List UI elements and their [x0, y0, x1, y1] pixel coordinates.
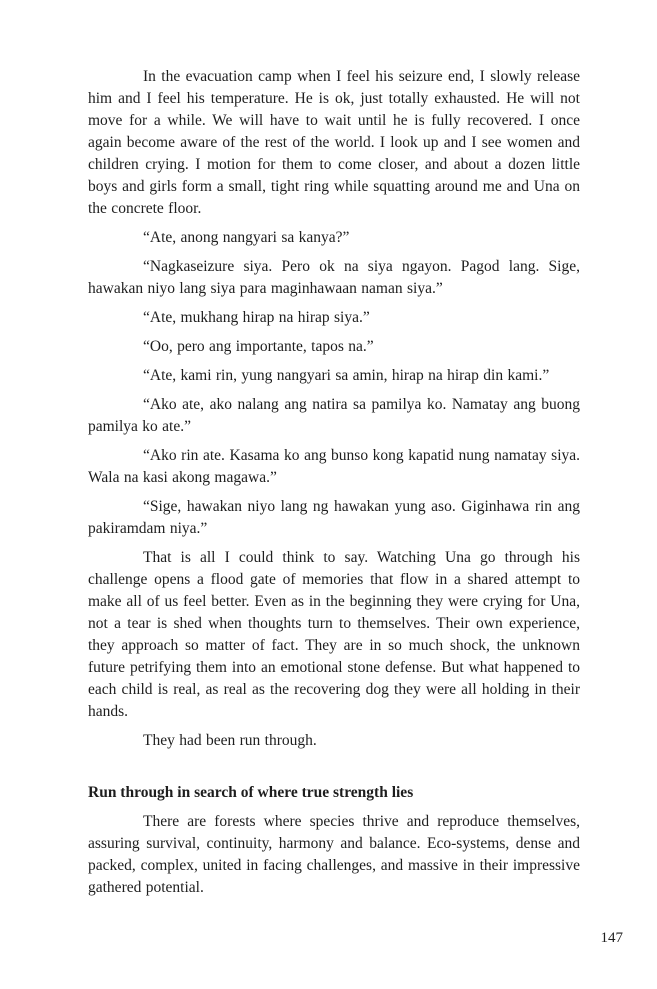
dialogue-paragraph: “Ate, kami rin, yung nangyari sa amin, hirap na hirap din kami.” [143, 367, 550, 384]
paragraph: That is all I could think to say. Watching Una go through his challenge opens a flood gate of memories that flow in a shared attempt to make all of us feel better. Even as in the beginning they were crying for Una, not a tear is shed when thoughts turn to themselves. Their own experience, they approach so matter of fact. They are in so much shock, the unknown future petrifying them into an emotional stone defense. But what happened to each child is real, as real as the recovering dog they were all holding in their hands. [88, 549, 580, 720]
dialogue-paragraph: “Ate, anong nangyari sa kanya?” [143, 229, 350, 246]
paragraph: There are forests where species thrive and reproduce themselves, assuring survival, continuity, harmony and balance. Eco-systems, dense and packed, complex, united in facing challenges, and massive in their impressive gathered potential. [88, 813, 580, 896]
paragraph: They had been run through. [143, 732, 317, 749]
dialogue-paragraph: “Nagkaseizure siya. Pero ok na siya ngayon. Pagod lang. Sige, hawakan niyo lang siya para maginhawaan naman siya.” [88, 258, 580, 297]
section-heading: Run through in search of where true strength lies [88, 784, 414, 801]
page-body-text [88, 66, 580, 899]
dialogue-paragraph: “Sige, hawakan niyo lang ng hawakan yung aso. Giginhawa rin ang pakiramdam niya.” [88, 498, 580, 537]
dialogue-paragraph: “Oo, pero ang importante, tapos na.” [143, 338, 374, 355]
page-number: 147 [600, 930, 623, 946]
paragraph: In the evacuation camp when I feel his seizure end, I slowly release him and I feel his temperature. He is ok, just totally exhausted. He will not move for a while. We will have to wait until he is fully recovered. I once again become aware of the rest of the world. I look up and I see women and children crying. I motion for them to come closer, and about a dozen little boys and girls form a small, tight ring while squatting around me and Una on the concrete floor. [88, 68, 580, 217]
dialogue-paragraph: “Ako ate, ako nalang ang natira sa pamilya ko. Namatay ang buong pamilya ko ate.” [88, 396, 580, 435]
dialogue-paragraph: “Ate, mukhang hirap na hirap siya.” [143, 309, 370, 326]
dialogue-paragraph: “Ako rin ate. Kasama ko ang bunso kong kapatid nung namatay siya. Wala na kasi akong magawa.” [88, 447, 580, 486]
